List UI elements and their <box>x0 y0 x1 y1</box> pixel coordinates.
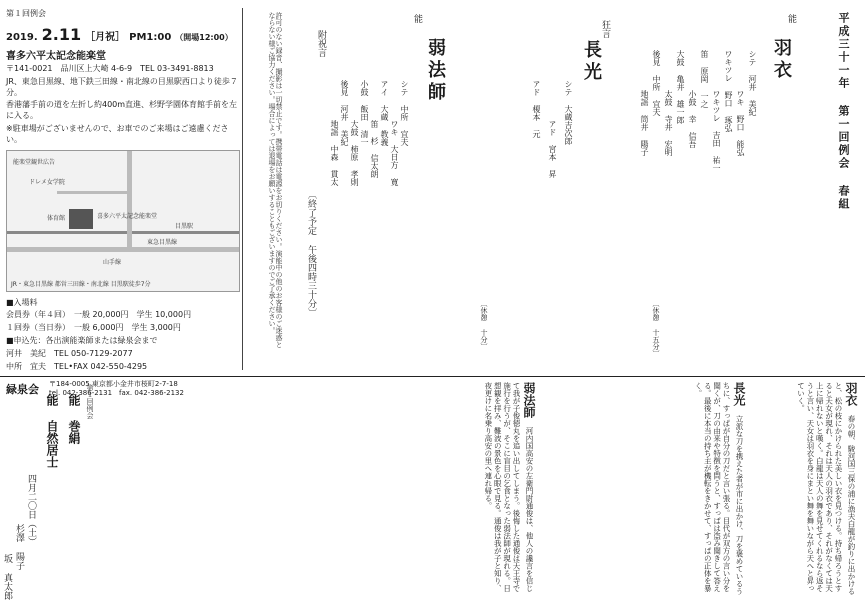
ticket-info: ■入場料 会員券（年４回） 一般 20,000円 学生 10,000円 １回券（当日券） 一般 6,000円 学生 3,000円 ■申込先：各出演能楽師または緑泉会まで 河井 美紀 TEL 050-7129-2077 中所 宜夫 TEL•FAX 042-550-4295 <box>6 297 192 371</box>
cast-member: ワキツレ 吉田 祐一 <box>712 90 721 172</box>
cast-member: 小鼓 幸 信吾 <box>688 90 697 148</box>
event-date: 2019. 2.11 ［月祝］ PM1:00 （開場12:00） <box>6 25 233 44</box>
parking-note: ※駐車場がございませんので、お車でのご来場はご遠慮ください。 <box>6 123 229 144</box>
synopsis-1: 羽衣 春の朝、駿河国三保の浦に漁夫白龍が釣りに出かけると、松の枝にかけられた美しい衣を見つける。持ち帰ろうとすると天女が現れ、それは天人の羽衣であり、それがなくては天上に帰れないと嘆く。白龍は天人の舞を見せてくれるなら返そうと言い、天女は羽衣を身にまとい舞を舞いながら天へと昇っていく。 <box>796 382 858 595</box>
venue-marker-icon <box>69 209 93 229</box>
cast-member: ワキツレ 野口 琢弘 <box>724 50 733 132</box>
cast-member: ワキ 大日方 寛 <box>390 120 399 186</box>
noh2-kind: 能 <box>412 14 422 23</box>
access-info: JR、東急目黒線、地下鉄三田線・南北線の目黒駅西口より徒歩７分。 <box>6 76 238 97</box>
cast-member: 地謡 筒井 陽子 <box>640 90 649 156</box>
noh2-title: 弱法師 <box>425 38 446 104</box>
kyogen-kind: 狂言 <box>600 20 610 38</box>
cast-member: 笛 原岡 一之 <box>700 50 709 108</box>
synopsis-2: 長光 立派な刀を携えた者が市に出かけ、刀を褒めているうちに、すっぱが自分の刀だと言い張る。目代が双方の言い分を聞くが、刀の由来や特徴を問うと、すっぱは盗み聞きして答える。最後に本当の持ち主が機転をきかせて、すっぱの正体を暴く。 <box>693 382 746 595</box>
cast-member: シテ 河井 美紀 <box>748 50 757 116</box>
event-info <box>6 8 238 398</box>
cast-member: 笛 杉 信太朗 <box>370 120 379 178</box>
cast-member: 大鼓 柿原 孝則 <box>350 120 359 186</box>
cast-member: 大鼓 亀井 雄一郎 <box>676 50 685 124</box>
break-1: 〔休憩 十五分〕 <box>652 300 660 357</box>
access-map: 能楽堂観世広告 ドレメ女学院 体育館 喜多六平太記念能楽堂 東急目黒線 目黒駅 山手線 JR・東急目黒線 都営三田線・南北線 目黒駅徒歩7分 <box>6 150 240 292</box>
divider <box>242 8 243 370</box>
cast-member: アイ 大蔵 教義 <box>380 80 389 146</box>
series-label: 第１回例会 <box>6 9 46 18</box>
venue-name: 喜多六平太記念能楽堂 <box>6 51 106 62</box>
next-event: 第１回例会 能 巻絹 能 自然居士 四月二〇日（土） 杉澤 陽子 坂 真太郎 <box>2 384 94 600</box>
venue-address: 〒141-0021 品川区上大崎 4-6-9 TEL 03-3491-8813 <box>6 64 214 73</box>
cast-member: アド 宮本 昇 <box>548 120 557 178</box>
cast-member: 太鼓 寺井 宏明 <box>664 90 673 156</box>
cast-member: 後見 中所 宜夫 <box>652 50 661 116</box>
end-time: 〔終了予定 午後四時三十分〕 <box>306 190 316 317</box>
horizontal-divider <box>0 376 865 377</box>
noh1-title: 羽衣 <box>771 38 792 82</box>
kyogen-title: 長光 <box>581 40 602 84</box>
cast-member: シテ 大蔵吉次郎 <box>564 80 573 145</box>
program-header: 平成三十一年 第一回例会 春組 <box>837 12 850 211</box>
kyogen-cast <box>500 80 580 360</box>
cast-member: 地謡 中森 貫太 <box>330 120 339 186</box>
synopsis-3: 弱法師 河内国高安の左衛門尉通俊は、他人の讒言を信じて我が子俊徳丸を追い出してしまう。後悔した通俊は天王寺で施行を行うが、そこに盲目の乞食となった弱法師が現れる。日想観を拝み、難波の景色を心眼で見る。通俊は我が子と知り、夜更けに名乗り高安の里へ連れ帰る。 <box>483 382 536 592</box>
access-info-2: 香港藩手前の道を左折し約400m直進、杉野学園体育館手前を左に入る。 <box>6 100 238 121</box>
notice-text: 許可のない録音、撮影は一切禁止です。携帯電話は電源をお切りください。演能中の他のお客様のご迷惑とならない様ご協力ください。場合によっては退場をお願いすることもございますのでご了承ください。 <box>268 12 283 348</box>
cast-member: シテ 中所 宜夫 <box>400 80 409 146</box>
cast-member: 小鼓 飯田 清一 <box>360 80 369 146</box>
cast-member: アド 榎本 元 <box>532 80 541 138</box>
break-2: 〔休憩 十分〕 <box>480 300 488 350</box>
organizer: 緑泉会 〒184-0005 東京都小金井市桜町2-7-18 tel. 042-386-2131 fax. 042-386-2132 <box>6 380 184 398</box>
cast-member: ワキ 野口 能弘 <box>736 90 745 156</box>
synopsis <box>2 382 859 604</box>
noh1-kind: 能 <box>786 14 796 23</box>
shimai-label: 附祝言 <box>316 30 326 57</box>
noh2-cast <box>330 80 410 360</box>
cast-member: 後見 河井 美紀 <box>340 80 349 146</box>
